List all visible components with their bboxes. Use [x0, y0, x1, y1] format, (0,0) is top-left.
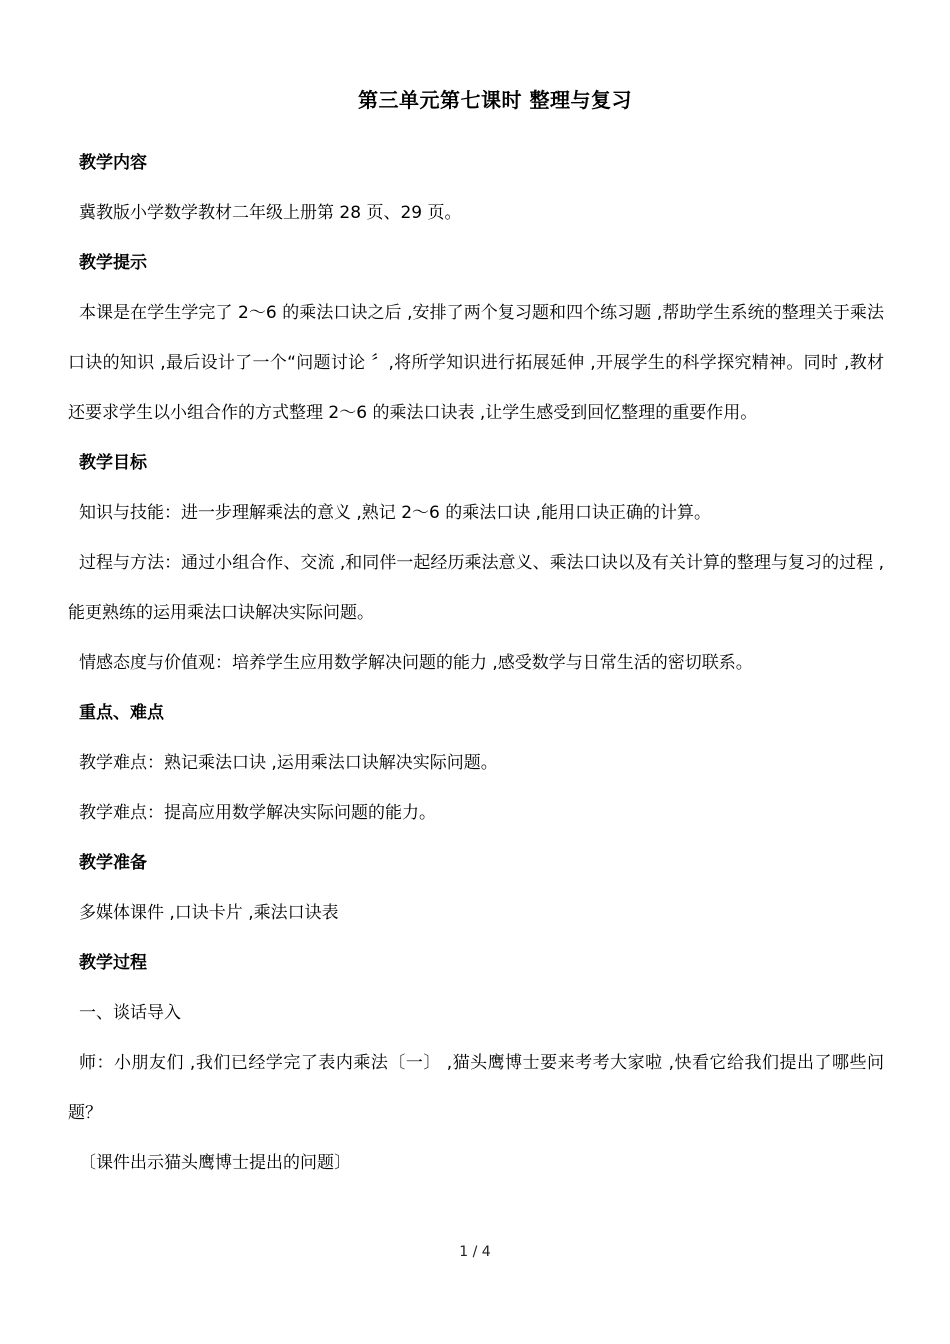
paragraph-key-point-2: 教学难点：提高应用数学解决实际问题的能力。 — [79, 803, 436, 823]
heading-teaching-content: 教学内容 — [79, 153, 147, 173]
paragraph-goal-knowledge: 知识与技能：进一步理解乘法的意义 ,熟记 2～6 的乘法口诀 ,能用口诀正确的计算。 — [79, 503, 712, 523]
paragraph-process-teacher: 师：小朋友们 ,我们已经学完了表内乘法〔一〕 ,猫头鹰博士要来考考大家啦 ,快看它给我们提出了哪些问题？ — [68, 1053, 884, 1123]
paragraph-goal-emotion: 情感态度与价值观：培养学生应用数学解决问题的能力 ,感受数学与日常生活的密切联系。 — [79, 653, 753, 673]
paragraph-key-point-1: 教学难点：熟记乘法口诀 ,运用乘法口诀解决实际问题。 — [79, 753, 498, 773]
paragraph-teaching-content: 冀教版小学数学教材二年级上册第 28 页、29 页。 — [79, 203, 462, 223]
paragraph-teaching-hint: 本课是在学生学完了 2～6 的乘法口诀之后 ,安排了两个复习题和四个练习题 ,帮助学生系统的整理关于乘法口诀的知识 ,最后设计了一个“问题讨论 〞,将所学知识进行拓展延伸 ,开展学生的科学探究精神。同时 ,教材还要求学生以小组合作的方式整理 2～6 的乘法口诀表 ,让学生感受到回忆整理的重要作用。 — [68, 303, 884, 423]
heading-key-points: 重点、难点 — [79, 703, 164, 723]
page-title: 第三单元第七课时 整理与复习 — [358, 88, 632, 112]
paragraph-goal-process: 过程与方法：通过小组合作、交流 ,和同伴一起经历乘法意义、乘法口诀以及有关计算的整理与复习的过程 ,能更熟练的运用乘法口诀解决实际问题。 — [68, 553, 884, 623]
heading-teaching-hint: 教学提示 — [79, 253, 147, 273]
page-number: 1 / 4 — [459, 1244, 491, 1260]
heading-teaching-process: 教学过程 — [79, 953, 147, 973]
document-body — [68, 138, 884, 1188]
paragraph-teaching-preparation: 多媒体课件 ,口诀卡片 ,乘法口诀表 — [79, 903, 339, 923]
heading-teaching-goals: 教学目标 — [79, 453, 147, 473]
paragraph-process-step-1: 一、谈话导入 — [79, 1003, 181, 1023]
heading-teaching-preparation: 教学准备 — [79, 853, 147, 873]
paragraph-process-note: 〔课件出示猫头鹰博士提出的问题〕 — [79, 1153, 351, 1173]
